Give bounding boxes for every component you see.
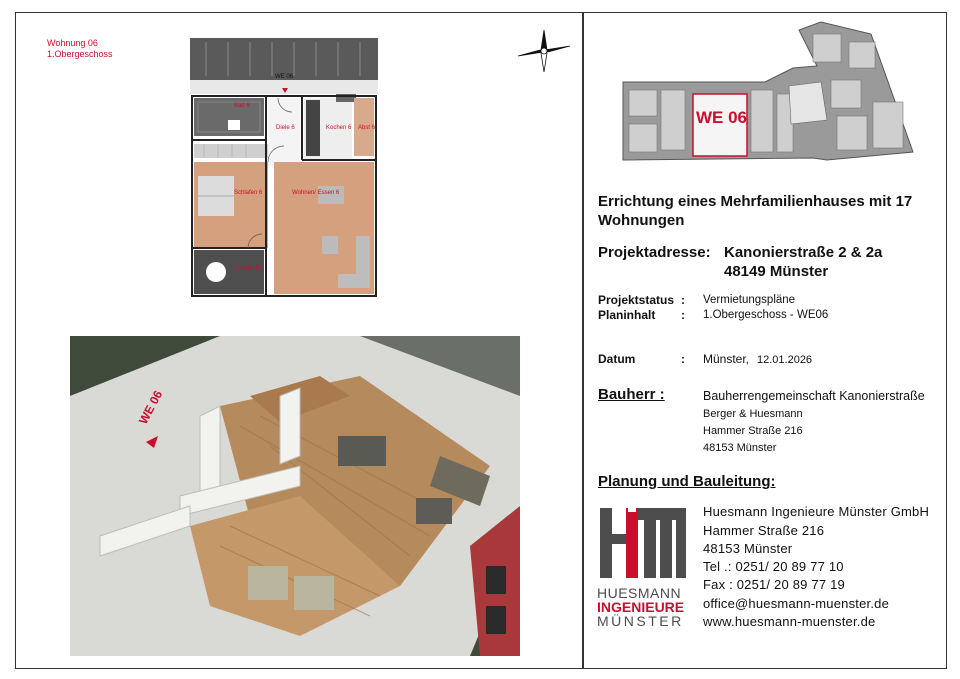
owner-line-3: Hammer Straße 216 [703, 425, 803, 437]
project-address-line2: 48149 Münster [724, 263, 829, 280]
company-street: Hammer Straße 216 [703, 523, 825, 538]
unit-floor: 1.Obergeschoss [47, 49, 113, 59]
plan-content-value: 1.Obergeschoss - WE06 [703, 309, 829, 321]
site-plan-thumbnail [617, 20, 923, 162]
company-city: 48153 Münster [703, 541, 793, 556]
project-title: Errichtung eines Mehrfamilienhauses mit 17 Wohnungen [598, 193, 913, 229]
planning-heading: Planung und Bauleitung: [598, 473, 776, 490]
company-name: Huesmann Ingenieure Münster GmbH [703, 504, 930, 519]
unit-name: Wohnung 06 [47, 38, 98, 48]
logo-line-huesmann: HUESMANN [597, 585, 682, 601]
project-address-label: Projektadresse: [598, 244, 711, 261]
date-value: 12.01.2026 [757, 354, 813, 366]
logo-line-muenster: MÜNSTER [597, 613, 684, 629]
owner-line-1: Bauherrengemeinschaft Kanonierstraße [703, 389, 925, 403]
room-label-schlafen: Schlafen 6 [234, 190, 263, 196]
owner-label: Bauherr : [598, 386, 665, 403]
owner-line-2: Berger & Huesmann [703, 408, 803, 420]
room-label-bad: Bad 6 [234, 103, 250, 109]
room-label-diele: Diele 6 [276, 125, 295, 131]
company-email-link[interactable]: office@huesmann-muenster.de [703, 596, 890, 611]
render-entry-label: WE 06 [136, 388, 166, 427]
plan-content-colon: : [681, 308, 685, 322]
company-fax: Fax : 0251/ 20 89 77 19 [703, 577, 845, 592]
room-label-wohnen: Wohnen/ Essen 6 [292, 190, 340, 196]
date-city: Münster, [703, 352, 750, 366]
date-colon: : [681, 352, 685, 366]
company-web-link[interactable]: www.huesmann-muenster.de [703, 614, 876, 629]
plan-content-label: Planinhalt [598, 308, 656, 322]
project-status-colon: : [681, 293, 685, 307]
company-logo-icon [598, 506, 690, 580]
site-plan-highlight-label: WE 06 [696, 108, 748, 127]
plan-entry-tag: WE 06 [275, 74, 294, 80]
north-arrow-icon [516, 26, 572, 76]
project-address-line1: Kanonierstraße 2 & 2a [724, 244, 883, 261]
logo-line-ingenieure: INGENIEURE [597, 599, 685, 615]
unit-3d-render [70, 336, 520, 656]
date-label: Datum [598, 352, 636, 366]
room-label-loggia: Loggia 6 [236, 265, 260, 271]
room-label-kochen: Kochen 6 [326, 125, 352, 131]
room-label-abst: Abst 6 [358, 125, 376, 131]
owner-line-4: 48153 Münster [703, 442, 777, 454]
company-tel: Tel .: 0251/ 20 89 77 10 [703, 559, 844, 574]
project-status-label: Projektstatus [598, 293, 675, 307]
project-status-value: Vermietungspläne [703, 294, 796, 306]
